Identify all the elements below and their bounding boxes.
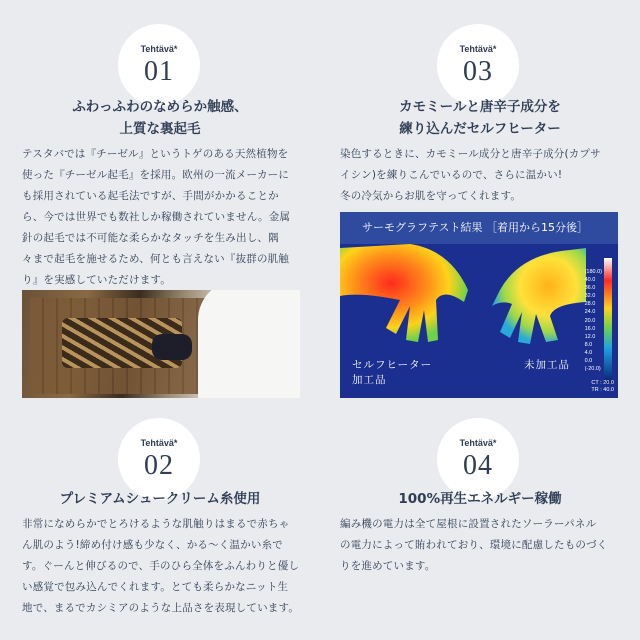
feature-body: 編み機の電力は全て屋根に設置されたソーラーパネル の電力によって賄われており、環境に配慮したものづく りを進めています。: [340, 518, 608, 572]
badge-tag: Tehtävä*: [140, 438, 178, 448]
feature-body: テスタバでは『チーゼル』というトゲのある天然植物を 使った『チーゼル起毛』を採用。欧州の一流メーカーに も採用されている起毛法ですが、手間がかかることか ら、今では世界でも数社しか稼働されていません。金属 針の起毛では不可能な柔らかなタッチを生み出し、隅 々まで起毛を施せるため、何とも言えない『抜群の肌触 り』を実感していただけます。: [22, 148, 291, 286]
feature-body: 染色するときに、カモミール成分と唐辛子成分(カプサ イシン)を練りこんでいるので、さらに温かい! 冬の冷気からお肌を守ってくれます。: [340, 148, 601, 202]
feature-title: プレミアムシュークリーム糸使用: [59, 491, 261, 507]
feature-04: [320, 410, 640, 640]
teasel-brushing-photo: [22, 290, 300, 398]
temperature-scale-bar: [604, 258, 612, 384]
ct-tr-readout: CT : 20.0 TR : 40.0: [591, 380, 614, 393]
badge-tag: Tehtävä*: [140, 44, 178, 54]
badge-number: 01: [144, 56, 174, 87]
badge-number: 02: [144, 450, 174, 481]
self-heater-label: セルフヒーター 加工品: [352, 359, 433, 386]
badge-number: 04: [463, 450, 493, 481]
feature-badge: [118, 24, 200, 106]
temperature-scale-labels: (180.0) 40.0 36.0 32.0 28.0 24.0 20.0 16.0 12.0 8.0 4.0 0.0 (-20.0): [584, 269, 602, 373]
untreated-label: 未加工品: [524, 359, 570, 371]
feature-badge: [437, 24, 519, 106]
feature-02: [0, 410, 320, 640]
feature-title: カモミールと唐辛子成分を 練り込んだセルフヒーター: [399, 99, 561, 137]
thermograph-header: サーモグラフテスト結果 ［着用から15分後］: [340, 212, 618, 244]
badge-number: 03: [463, 56, 493, 87]
feature-title: ふわっふわのなめらか触感、 上質な裏起毛: [72, 99, 248, 137]
badge-tag: Tehtävä*: [459, 438, 497, 448]
feature-03: [320, 0, 640, 210]
feature-body: 非常になめらかでとろけるような肌触りはまるで赤ちゃ ん肌のよう!締め付け感も少なく、かる〜く温かい糸で す。ぐーんと伸びるので、手のひら全体をふんわりと優し い感覚で包み込んでくれます。とても柔らかなニット生 地で、まるでカシミアのような上品さを表現しています。: [22, 518, 300, 614]
feature-01: [0, 0, 320, 290]
badge-tag: Tehtävä*: [459, 44, 497, 54]
feature-title: 100%再生エネルギー稼働: [398, 491, 562, 507]
thermograph-image: [340, 212, 618, 398]
